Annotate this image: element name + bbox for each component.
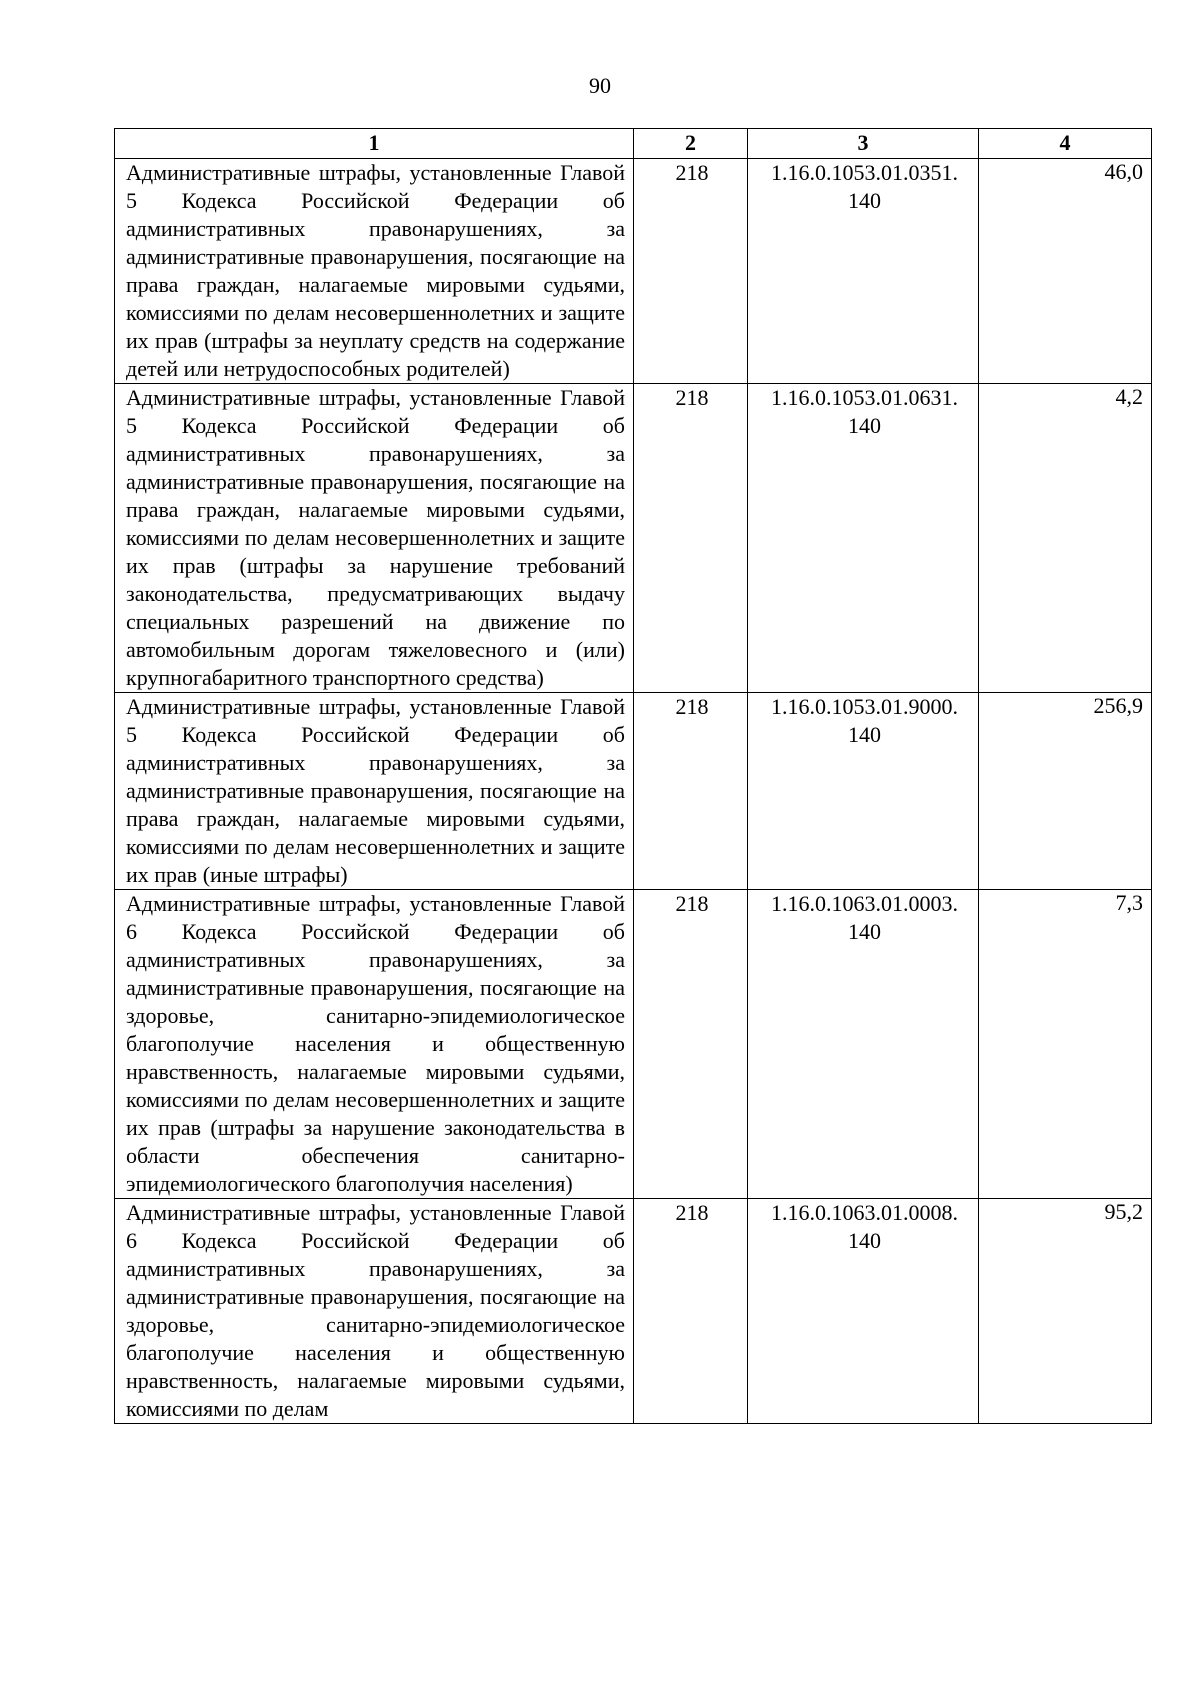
row-chapter: 218 [634,693,748,890]
row-amount-value: 95,2 [1104,1199,1143,1224]
row-chapter: 218 [634,159,748,384]
row-amount [979,890,1152,1199]
row-description: Административные штрафы, установленные Главой 6 Кодекса Российской Федерации об административных правонарушениях, за административные правонарушения, посягающие на здоровье, санитарно-эпидемиологическое благополучие населения и общественную нравственность, налагаемые мировыми судьями, комиссиями по делам несовершеннолетних и защите их прав (штрафы за нарушение законодательства в области обеспечения санитарно-эпидемиологического благополучия населения) [115,890,634,1199]
row-amount [979,384,1152,693]
row-code-line2: 140 [848,188,881,213]
table-row [115,384,1152,693]
row-code [748,159,979,384]
row-amount-value: 46,0 [1104,159,1143,184]
row-code-line2: 140 [848,919,881,944]
row-chapter: 218 [634,1199,748,1424]
row-code-line1: 1.16.0.1063.01.0008. [771,1200,958,1225]
row-code [748,384,979,693]
table-row [115,159,1152,384]
row-code [748,693,979,890]
row-amount [979,693,1152,890]
row-description: Административные штрафы, установленные Главой 5 Кодекса Российской Федерации об административных правонарушениях, за административные правонарушения, посягающие на права граждан, налагаемые мировыми судьями, комиссиями по делам несовершеннолетних и защите их прав (штрафы за неуплату средств на содержание детей или нетрудоспособных родителей) [115,159,634,384]
row-description: Административные штрафы, установленные Главой 6 Кодекса Российской Федерации об административных правонарушениях, за административные правонарушения, посягающие на здоровье, санитарно-эпидемиологическое благополучие населения и общественную нравственность, налагаемые мировыми судьями, комиссиями по делам [115,1199,634,1424]
row-amount [979,1199,1152,1424]
row-code-line1: 1.16.0.1063.01.0003. [771,891,958,916]
row-chapter: 218 [634,890,748,1199]
column-header-2: 2 [634,129,748,159]
table-header-row [115,129,1152,159]
table-row [115,890,1152,1199]
column-header-3: 3 [748,129,979,159]
row-code-line2: 140 [848,1228,881,1253]
row-amount [979,159,1152,384]
budget-table [114,128,1152,1424]
row-code-line2: 140 [848,722,881,747]
table-row [115,693,1152,890]
page-number: 90 [589,73,611,98]
row-code [748,890,979,1199]
row-description: Административные штрафы, установленные Главой 5 Кодекса Российской Федерации об административных правонарушениях, за административные правонарушения, посягающие на права граждан, налагаемые мировыми судьями, комиссиями по делам несовершеннолетних и защите их прав (иные штрафы) [115,693,634,890]
row-amount-value: 4,2 [1115,384,1143,409]
row-code-line2: 140 [848,413,881,438]
row-code [748,1199,979,1424]
row-amount-value: 7,3 [1115,890,1143,915]
table-row [115,1199,1152,1424]
row-code-line1: 1.16.0.1053.01.0351. [771,160,958,185]
column-header-1: 1 [115,129,634,159]
row-amount-value: 256,9 [1093,693,1143,718]
row-code-line1: 1.16.0.1053.01.0631. [771,385,958,410]
row-description: Административные штрафы, установленные Главой 5 Кодекса Российской Федерации об административных правонарушениях, за административные правонарушения, посягающие на права граждан, налагаемые мировыми судьями, комиссиями по делам несовершеннолетних и защите их прав (штрафы за нарушение требований законодательства, предусматривающих выдачу специальных разрешений на движение по автомобильным дорогам тяжеловесного и (или) крупногабаритного транспортного средства) [115,384,634,693]
row-code-line1: 1.16.0.1053.01.9000. [771,694,958,719]
column-header-4: 4 [979,129,1152,159]
row-chapter: 218 [634,384,748,693]
